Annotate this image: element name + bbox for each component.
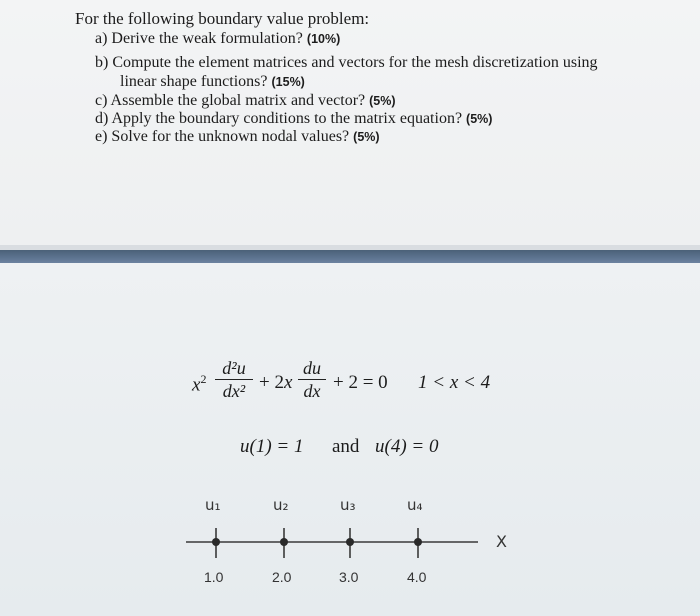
task-d-points: (5%) (466, 112, 493, 126)
axis-label-x: X (496, 532, 507, 551)
domain: 1 < x < 4 (418, 372, 491, 393)
second-derivative: d²u dx² (215, 358, 253, 401)
task-b: b) Compute the element matrices and vectors for the mesh discretization using (95, 54, 598, 71)
tick-label-1: 1.0 (204, 569, 224, 585)
node-label-u3: u₃ (340, 496, 356, 514)
tick-label-4: 4.0 (407, 569, 427, 585)
first-derivative: du dx (298, 358, 326, 401)
task-c-points: (5%) (369, 94, 396, 108)
task-d: d) Apply the boundary conditions to the matrix equation? (5%) (95, 110, 493, 127)
task-e-points: (5%) (353, 130, 380, 144)
tick-label-3: 3.0 (339, 569, 359, 585)
task-a-points: (10%) (306, 32, 341, 46)
task-a: a) Derive the weak formulation? (10%) (95, 30, 341, 47)
node-1-dot (212, 538, 220, 546)
node-4-dot (414, 538, 422, 546)
task-c: c) Assemble the global matrix and vector? (5%) (95, 92, 396, 109)
task-e: e) Solve for the unknown nodal values? (5%) (95, 128, 380, 145)
bc-joiner: and (332, 436, 360, 457)
node-label-u1: u₁ (205, 496, 221, 514)
node-2-dot (280, 538, 288, 546)
task-b-continuation: linear shape functions? (15%) (120, 73, 305, 90)
node-label-u2: u₂ (273, 496, 289, 514)
task-b-points: (15%) (271, 75, 305, 89)
bc-left: u(1) = 1 (240, 436, 304, 457)
node-3-dot (346, 538, 354, 546)
problem-intro: For the following boundary value problem: (75, 9, 370, 28)
node-label-u4: u₄ (407, 496, 423, 514)
tick-label-2: 2.0 (272, 569, 292, 585)
bc-right: u(4) = 0 (375, 436, 439, 457)
